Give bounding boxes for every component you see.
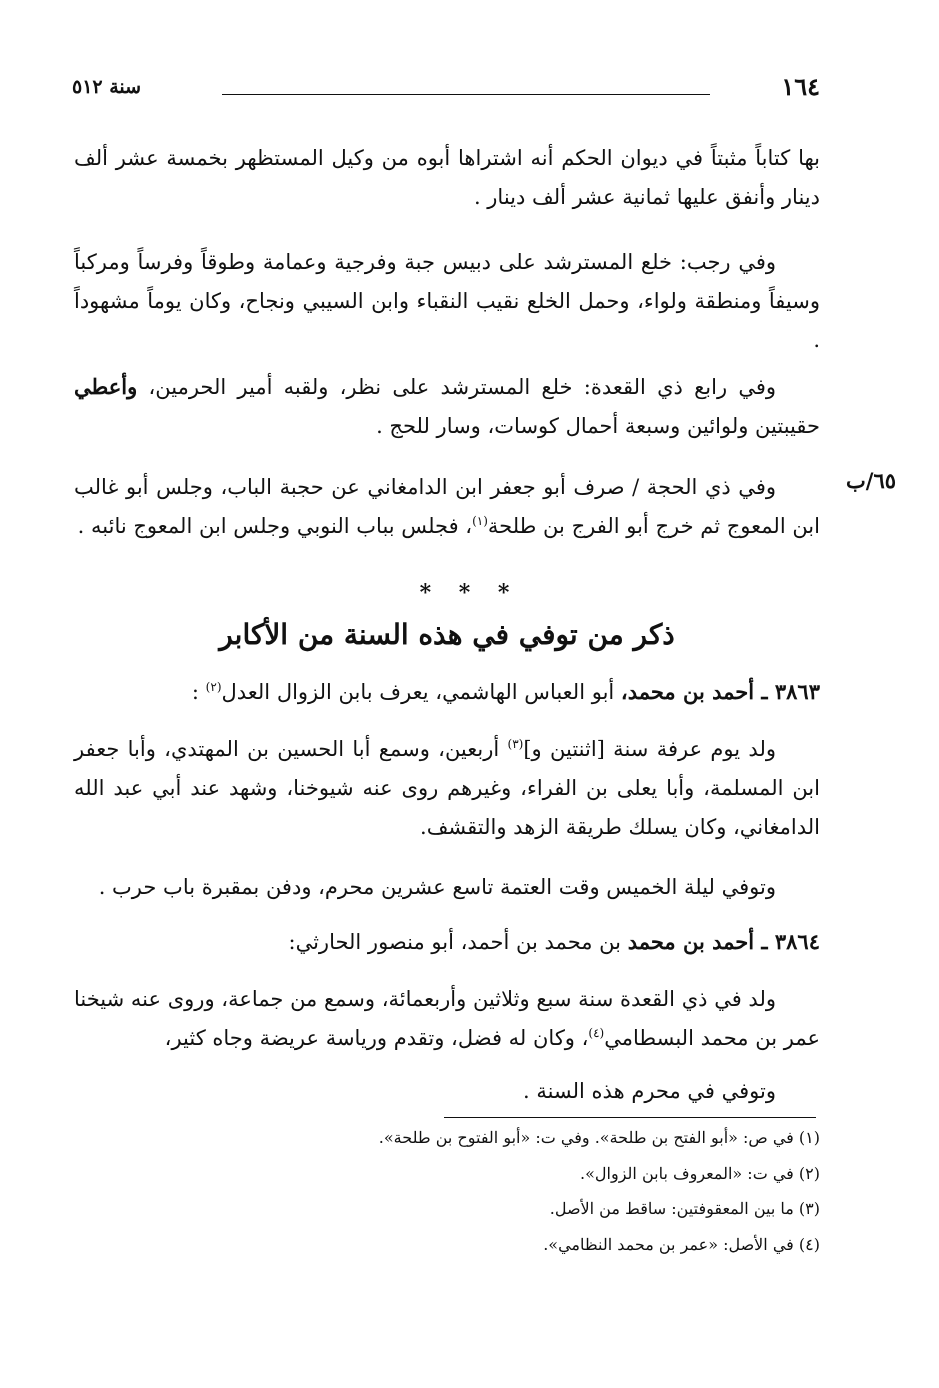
paragraph-4-b: ، فجلس بباب النوبي وجلس ابن المعوج نائبه . [77,514,473,538]
entry-3864-death [74,1072,820,1111]
entry-3864-bio-b: ، وكان له فضل، وتقدم ورياسة عريضة وجاه كثير، [164,1026,589,1050]
footnote-2: (٢) في ت: «المعروف بابن الزوال». [580,1164,820,1183]
page-number: ١٦٤ [781,72,820,101]
entry-3863-name: ٣٨٦٣ ـ أحمد بن محمد، [620,679,820,704]
footnote-4: (٤) في الأصل: «عمر بن محمد النظامي». [543,1235,820,1254]
footnote-3: (٣) ما بين المعقوفتين: ساقط من الأصل. [549,1199,820,1218]
entry-3863-bio-text [74,730,820,847]
entry-3864-title-text [74,922,820,962]
entry-3864-name: ٣٨٦٤ ـ أحمد بن محمد [627,929,820,954]
entry-3864-desc: بن محمد بن أحمد، أبو منصور الحارثي: [288,930,628,954]
paragraph-4-text [74,468,820,546]
entry-3863-bio-a: ولد يوم عرفة سنة [اثنتين و] [523,737,776,761]
footnote-ref-1: (١) [472,514,488,528]
paragraph-4 [74,468,820,546]
entry-3864-bio-text [74,980,820,1058]
entry-3864-title [74,922,820,962]
footnote-1: (١) في ص: «أبو الفتح بن طلحة». وفي ت: «أبو الفتوح بن طلحة». [378,1128,820,1147]
paragraph-1-text: بها كتاباً مثبتاً في ديوان الحكم أنه اشتراها أبوه من وكيل المستظهر بخمسة عشر ألف دينار وأنفق عليها ثمانية عشر ألف دينار . [74,146,820,209]
entry-3864-bio [74,980,820,1058]
header-rule [222,94,710,95]
footnote-ref-2: (٢) [205,680,222,694]
entry-3864-death-text: وتوفي في محرم هذه السنة . [522,1079,776,1103]
margin-folio-note: ٦٥/ب [845,468,896,493]
entry-3863-title [74,672,820,712]
paragraph-3 [74,367,820,446]
section-separator: * * * [419,580,520,606]
footnote-ref-3: (٣) [507,737,524,751]
entry-3863-colon: : [191,680,206,704]
entry-3863-death [74,868,820,907]
paragraph-3-bold: وأعطي [74,374,138,399]
paragraph-3-start: وفي رابع ذي القعدة: خلع المسترشد على نظر، ولقبه أمير الحرمين، [137,375,776,399]
paragraph-3-text [74,367,820,446]
entry-3863-desc: أبو العباس الهاشمي، يعرف بابن الزوال العدل [221,680,621,704]
footnote-ref-4: (٤) [588,1026,605,1040]
paragraph-4-a: وفي ذي الحجة / صرف أبو جعفر ابن الدامغاني عن حجبة الباب، وجلس أبو غالب ابن المعوج ثم خرج أبو الفرج بن طلحة [74,475,820,538]
entry-3863-bio [74,730,820,847]
footnote-rule [444,1117,816,1118]
section-heading: ذكر من توفي في هذه السنة من الأكابر [219,618,675,651]
entry-3863-bio-b: أربعين، وسمع أبا الحسين بن المهتدي، وأبا جعفر ابن المسلمة، وأبا يعلى بن الفراء، وغيرهم روى عنه شيوخنا، وشهد عند أبي عبد الله الدامغاني، وكان يسلك طريقة الزهد والتقشف. [74,737,820,839]
paragraph-3-end: حقيبتين ولوائين وسبعة أحمال كوسات، وسار للحج . [376,414,820,438]
entry-3863-death-text: وتوفي ليلة الخميس وقت العتمة تاسع عشرين محرم، ودفن بمقبرة باب حرب . [98,875,776,899]
entry-3863-title-text [74,672,820,712]
entry-3864-bio-a: ولد في ذي القعدة سنة سبع وثلاثين وأربعمائة، وسمع من جماعة، وروى عنه شيخنا عمر بن محمد البسطامي [74,987,820,1050]
page-header [72,72,820,108]
paragraph-2 [74,243,820,360]
header-year: سنة ٥١٢ [72,76,142,98]
paragraph-1 [74,139,820,217]
paragraph-2-text: وفي رجب: خلع المسترشد على دبيس جبة وفرجية وعمامة وطوقاً وفرساً ومركباً وسيفاً ومنطقة ولواء، وحمل الخلع نقيب النقباء وابن السيبي ونجاح، وكان يوماً مشهوداً . [74,250,820,352]
